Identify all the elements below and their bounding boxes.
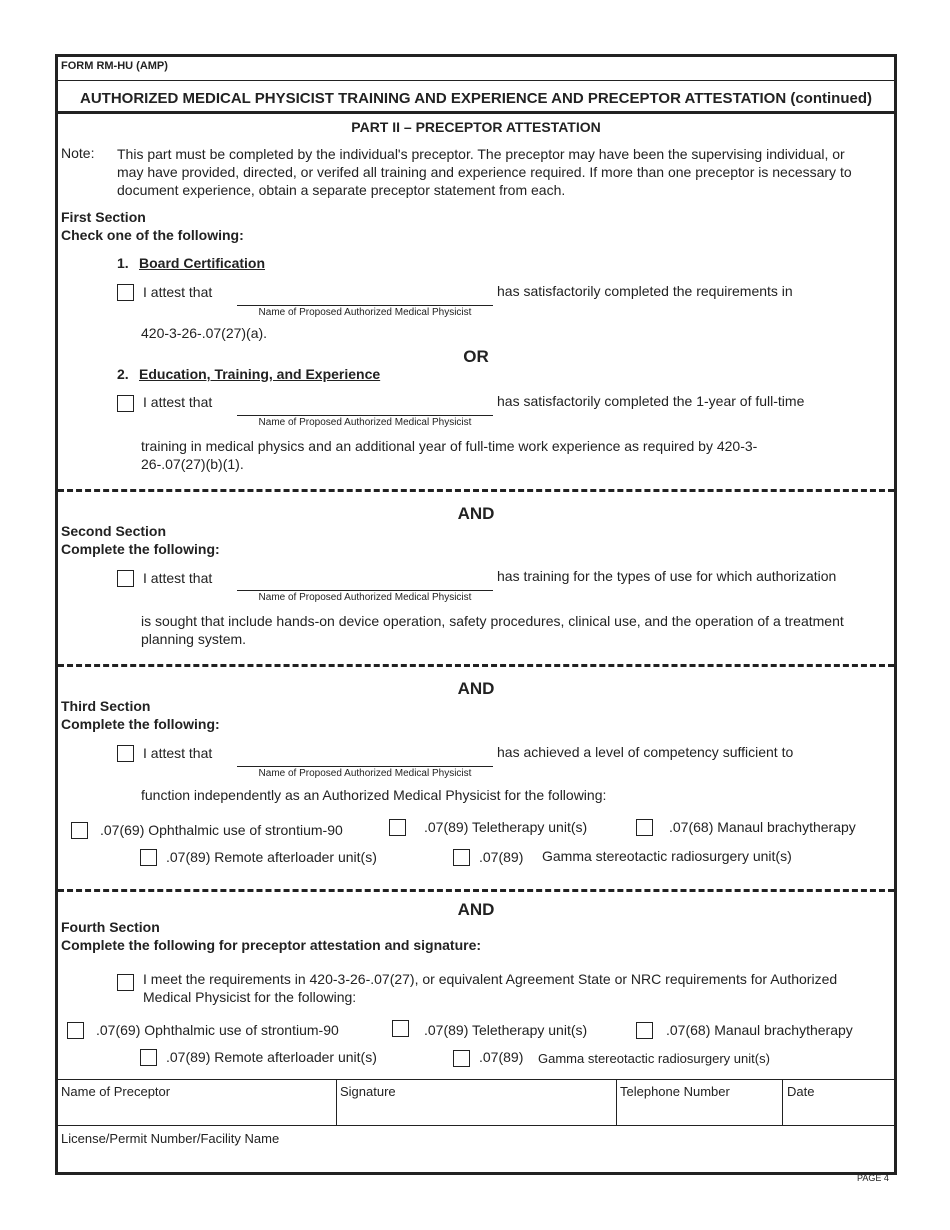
form-title: AUTHORIZED MEDICAL PHYSICIST TRAINING AND EXPERIENCE AND PRECEPTOR ATTESTATION (continued) — [80, 90, 872, 107]
physicist-name-field[interactable] — [237, 590, 493, 603]
preceptor-statement: I meet the requirements in 420-3-26-.07(27), or equivalent Agreement State or NRC requirements for Authorized Medical Physicist for the following: — [143, 971, 838, 1005]
attest-continuation: has satisfactorily completed the 1-year of full-time — [497, 393, 805, 409]
third-section-heading: Third Section — [61, 698, 151, 714]
attest-continuation: has training for the types of use for which authorization — [497, 568, 837, 584]
physicist-name-field[interactable] — [237, 305, 493, 318]
divider — [58, 80, 894, 81]
note-text: This part must be completed by the individual's preceptor. The preceptor may have been the supervising individual, or may have provided, directed, or verifed all training and experience required. If more than one preceptor is necessary to document experience, obtain a separate preceptor statement from each. — [117, 146, 852, 198]
training-checkbox[interactable] — [117, 570, 134, 587]
note-label: Note: — [61, 145, 95, 161]
preceptor-requirements-checkbox[interactable] — [117, 974, 134, 991]
table-divider — [58, 1079, 894, 1080]
part-title: PART II – PRECEPTOR ATTESTATION — [351, 119, 601, 135]
form-frame — [55, 54, 897, 1175]
gamma-label: Gamma stereotactic radiosurgery unit(s) — [542, 848, 792, 864]
form-number: FORM RM-HU (AMP) — [61, 60, 168, 72]
attest-label: I attest that — [143, 745, 213, 761]
brachytherapy-label: .07(68) Manaul brachytherapy — [666, 1022, 853, 1038]
name-caption: Name of Proposed Authorized Medical Physicist — [258, 768, 472, 779]
attest-continuation-text: is sought that include hands-on device operation, safety procedures, clinical use, and the operation of a treatment planning system. — [141, 613, 844, 647]
strontium-label: .07(69) Ophthalmic use of strontium-90 — [100, 822, 343, 838]
date-label: Date — [787, 1084, 815, 1099]
section-divider — [58, 889, 894, 892]
telephone-label: Telephone Number — [620, 1084, 730, 1099]
signature-label: Signature — [340, 1084, 396, 1099]
fourth-section-instruction: Complete the following for preceptor attestation and signature: — [61, 937, 482, 953]
third-section-instruction: Complete the following: — [61, 716, 220, 732]
teletherapy-label: .07(89) Teletherapy unit(s) — [424, 1022, 588, 1038]
name-caption: Name of Proposed Authorized Medical Physicist — [258, 417, 472, 428]
name-caption: Name of Proposed Authorized Medical Physicist — [258, 307, 472, 318]
license-label: License/Permit Number/Facility Name — [61, 1131, 280, 1146]
afterloader-label: .07(89) Remote afterloader unit(s) — [166, 849, 377, 865]
teletherapy-checkbox[interactable] — [389, 819, 406, 836]
section-divider — [58, 489, 894, 492]
or-separator: OR — [463, 347, 489, 366]
attest-continuation-text: training in medical physics and an additional year of full-time work experience as required by 420-3-26-.07(27)(b)(1). — [141, 438, 758, 472]
attest-continuation-text: function independently as an Authorized Medical Physicist for the following: — [141, 787, 607, 803]
attest-continuation: has satisfactorily completed the requirements in — [497, 283, 793, 299]
preceptor-name-label: Name of Preceptor — [61, 1084, 171, 1099]
attest-label: I attest that — [143, 394, 213, 410]
afterloader-checkbox[interactable] — [140, 849, 157, 866]
second-section-heading: Second Section — [61, 523, 167, 539]
competency-checkbox[interactable] — [117, 745, 134, 762]
physicist-name-field[interactable] — [237, 766, 493, 779]
section-divider — [58, 664, 894, 667]
gamma-checkbox[interactable] — [453, 849, 470, 866]
gamma-code: .07(89) — [479, 849, 524, 865]
board-certification-checkbox[interactable] — [117, 284, 134, 301]
brachytherapy-label: .07(68) Manaul brachytherapy — [669, 819, 856, 835]
board-certification-title: Board Certification — [139, 255, 266, 271]
divider — [58, 111, 894, 114]
option-number: 2. — [117, 366, 129, 382]
teletherapy-checkbox[interactable] — [392, 1020, 409, 1037]
option-number: 1. — [117, 255, 129, 271]
table-divider — [336, 1079, 337, 1125]
brachytherapy-checkbox[interactable] — [636, 1022, 653, 1039]
and-separator: AND — [457, 900, 495, 919]
strontium-label: .07(69) Ophthalmic use of strontium-90 — [96, 1022, 339, 1038]
education-training-title: Education, Training, and Experience — [139, 366, 381, 382]
second-section-instruction: Complete the following: — [61, 541, 220, 557]
attest-label: I attest that — [143, 570, 213, 586]
physicist-name-field[interactable] — [237, 415, 493, 428]
teletherapy-label: .07(89) Teletherapy unit(s) — [424, 819, 588, 835]
table-divider — [616, 1079, 617, 1125]
and-separator: AND — [457, 504, 495, 523]
attest-label: I attest that — [143, 284, 213, 300]
education-training-checkbox[interactable] — [117, 395, 134, 412]
and-separator: AND — [457, 679, 495, 698]
table-divider — [58, 1125, 894, 1126]
gamma-label: Gamma stereotactic radiosurgery unit(s) — [538, 1051, 770, 1066]
fourth-section-heading: Fourth Section — [61, 919, 160, 935]
first-section-instruction: Check one of the following: — [61, 227, 244, 243]
table-divider — [782, 1079, 783, 1125]
afterloader-checkbox[interactable] — [140, 1049, 157, 1066]
first-section-heading: First Section — [61, 209, 146, 225]
brachytherapy-checkbox[interactable] — [636, 819, 653, 836]
afterloader-label: .07(89) Remote afterloader unit(s) — [166, 1049, 377, 1065]
name-caption: Name of Proposed Authorized Medical Physicist — [258, 592, 472, 603]
gamma-checkbox[interactable] — [453, 1050, 470, 1067]
regulation-reference: 420-3-26-.07(27)(a). — [141, 325, 268, 341]
strontium-checkbox[interactable] — [71, 822, 88, 839]
page-number: PAGE 4 — [857, 1173, 889, 1183]
attest-continuation: has achieved a level of competency sufficient to — [497, 744, 794, 760]
strontium-checkbox[interactable] — [67, 1022, 84, 1039]
gamma-code: .07(89) — [479, 1049, 524, 1065]
